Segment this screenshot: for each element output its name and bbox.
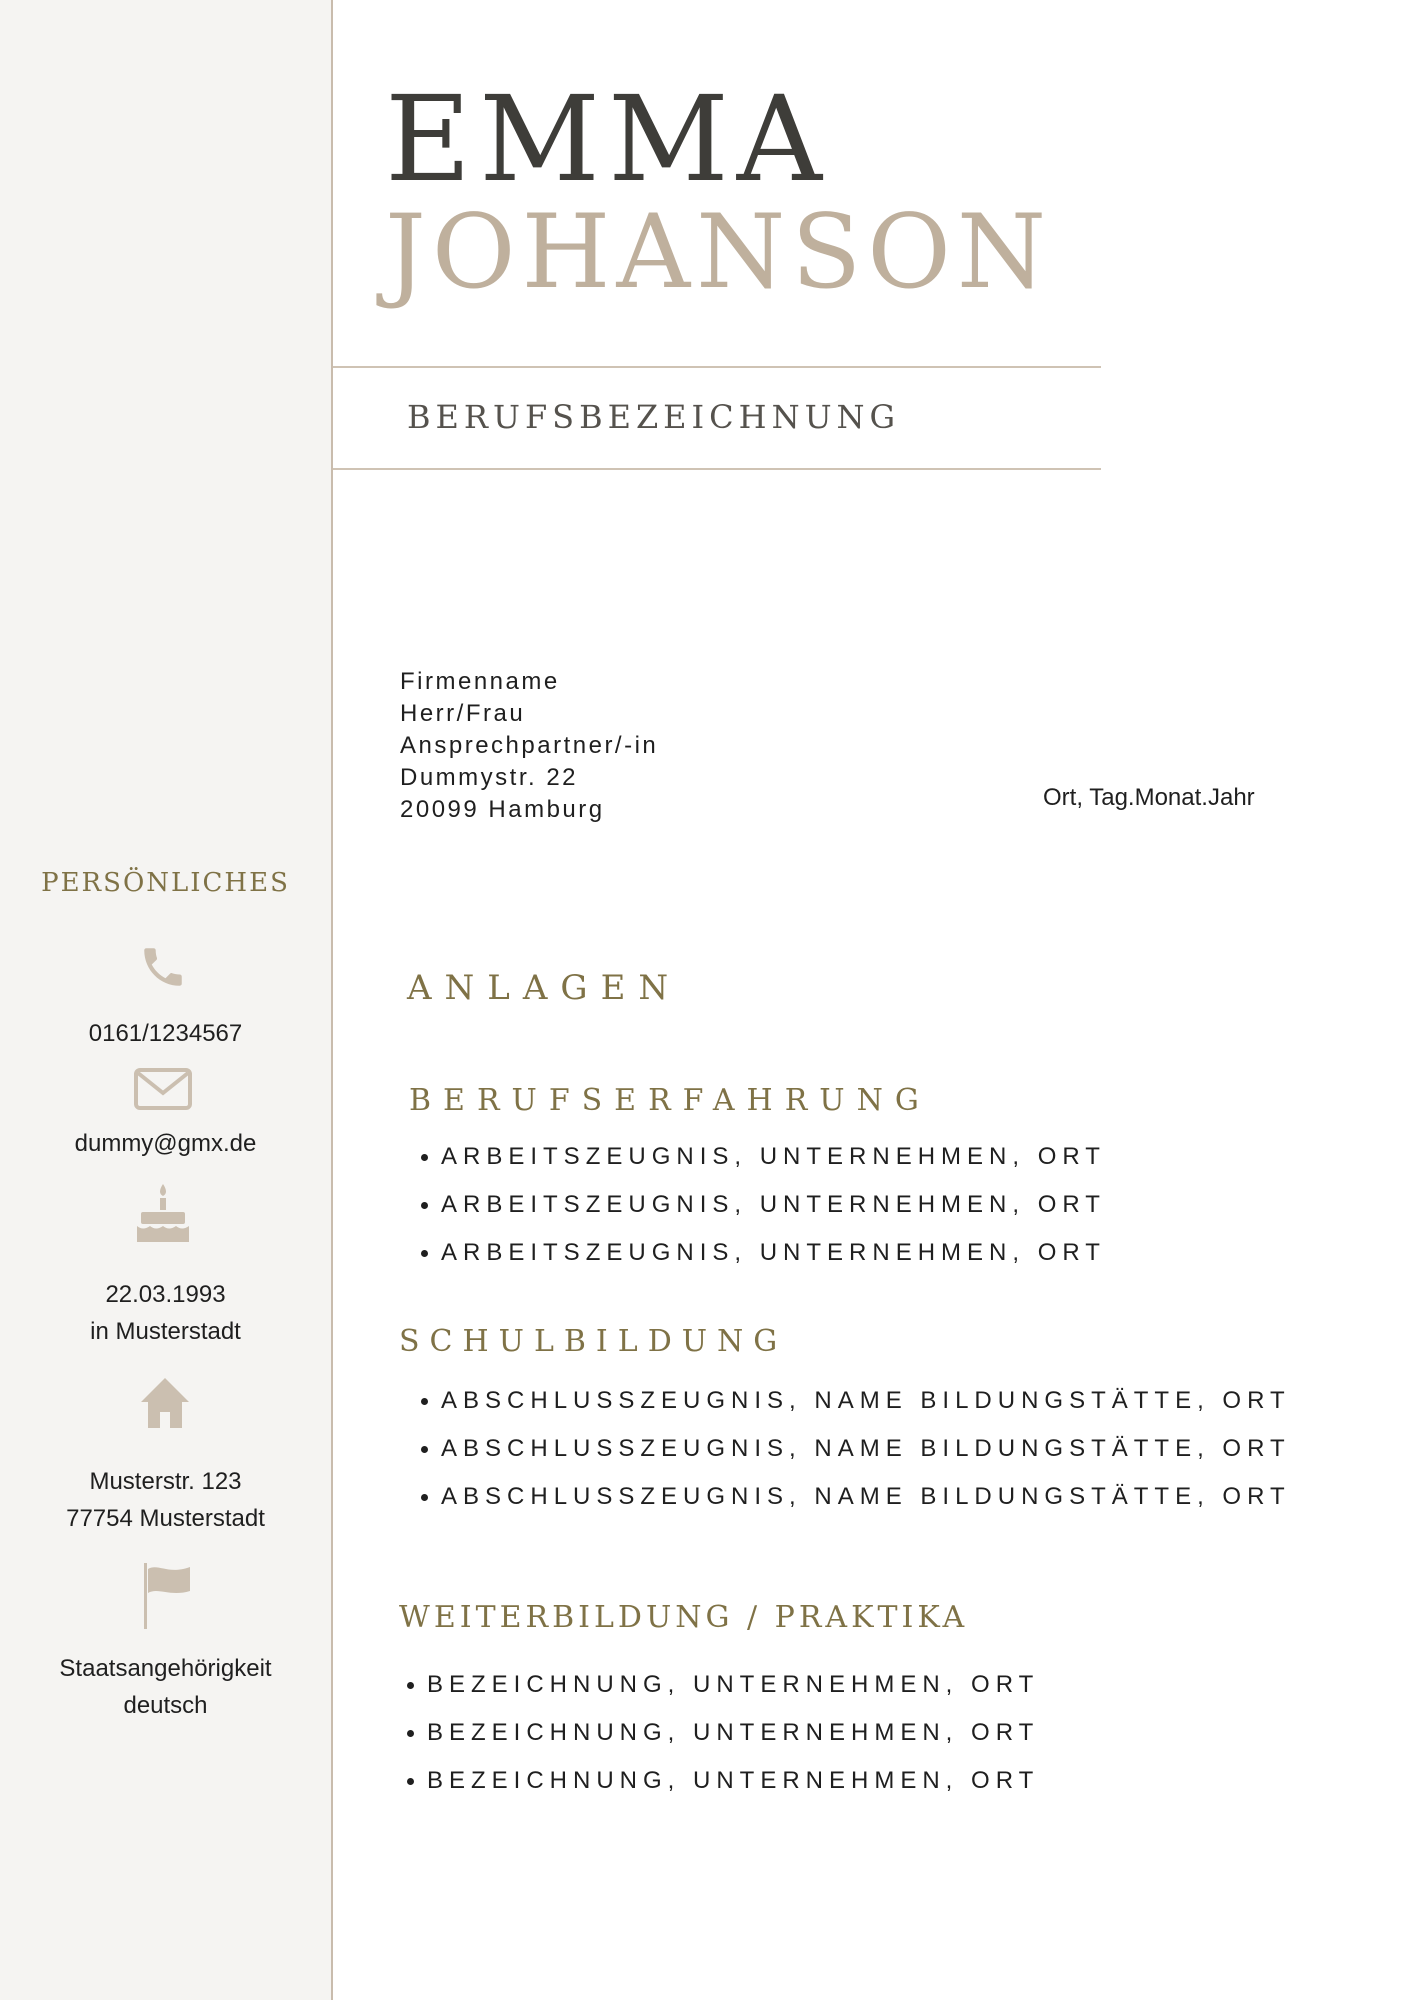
city-address: 77754 Musterstadt bbox=[66, 1505, 265, 1532]
list-item: ABSCHLUSSZEUGNIS, NAME BILDUNGSTÄTTE, ORT bbox=[409, 1473, 1291, 1521]
nationality-label: Staatsangehörigkeit bbox=[59, 1655, 272, 1682]
birth-date: 22.03.1993 bbox=[105, 1281, 226, 1308]
birthday-cake-icon bbox=[136, 1182, 190, 1244]
list-item: ABSCHLUSSZEUGNIS, NAME BILDUNGSTÄTTE, ORT bbox=[409, 1377, 1291, 1425]
section-heading-school: SCHULBILDUNG bbox=[399, 1324, 788, 1359]
experience-list bbox=[409, 1133, 1106, 1277]
training-list bbox=[395, 1661, 1039, 1805]
section-heading-experience: BERUFSERFAHRUNG bbox=[409, 1083, 931, 1118]
recipient-address bbox=[400, 666, 658, 826]
envelope-icon bbox=[133, 1067, 193, 1111]
nationality-value: deutsch bbox=[123, 1692, 208, 1719]
title-top-rule bbox=[333, 366, 1101, 368]
sidebar-heading: PERSÖNLICHES bbox=[41, 868, 290, 898]
section-heading-training: WEITERBILDUNG / PRAKTIKA bbox=[399, 1600, 969, 1635]
recipient-contact: Ansprechpartner/-in bbox=[400, 732, 659, 759]
birth-place: in Musterstadt bbox=[90, 1318, 241, 1345]
list-item: BEZEICHNUNG, UNTERNEHMEN, ORT bbox=[395, 1709, 1039, 1757]
recipient-city: 20099 Hamburg bbox=[400, 796, 605, 823]
list-item: ARBEITSZEUGNIS, UNTERNEHMEN, ORT bbox=[409, 1229, 1106, 1277]
vertical-divider bbox=[331, 0, 333, 2000]
flag-icon bbox=[142, 1561, 194, 1631]
recipient-street: Dummystr. 22 bbox=[400, 764, 579, 791]
school-list bbox=[409, 1377, 1291, 1521]
email-address: dummy@gmx.de bbox=[74, 1130, 257, 1157]
list-item: ARBEITSZEUGNIS, UNTERNEHMEN, ORT bbox=[409, 1181, 1106, 1229]
street-address: Musterstr. 123 bbox=[89, 1468, 242, 1495]
phone-number: 0161/1234567 bbox=[88, 1020, 243, 1047]
job-title: BERUFSBEZEICHNUNG bbox=[407, 398, 901, 436]
list-item: BEZEICHNUNG, UNTERNEHMEN, ORT bbox=[395, 1757, 1039, 1805]
last-name: JOHANSON bbox=[385, 193, 1053, 312]
list-item: ABSCHLUSSZEUGNIS, NAME BILDUNGSTÄTTE, ORT bbox=[409, 1425, 1291, 1473]
list-item: ARBEITSZEUGNIS, UNTERNEHMEN, ORT bbox=[409, 1133, 1106, 1181]
first-name: EMMA bbox=[385, 70, 830, 208]
recipient-company: Firmenname bbox=[400, 668, 560, 695]
house-icon bbox=[139, 1376, 191, 1430]
recipient-salutation: Herr/Frau bbox=[400, 700, 526, 727]
list-item: BEZEICHNUNG, UNTERNEHMEN, ORT bbox=[395, 1661, 1039, 1709]
phone-icon bbox=[138, 942, 188, 992]
title-bottom-rule bbox=[333, 468, 1101, 470]
attachments-title: ANLAGEN bbox=[407, 968, 682, 1008]
place-date: Ort, Tag.Monat.Jahr bbox=[1043, 784, 1255, 811]
